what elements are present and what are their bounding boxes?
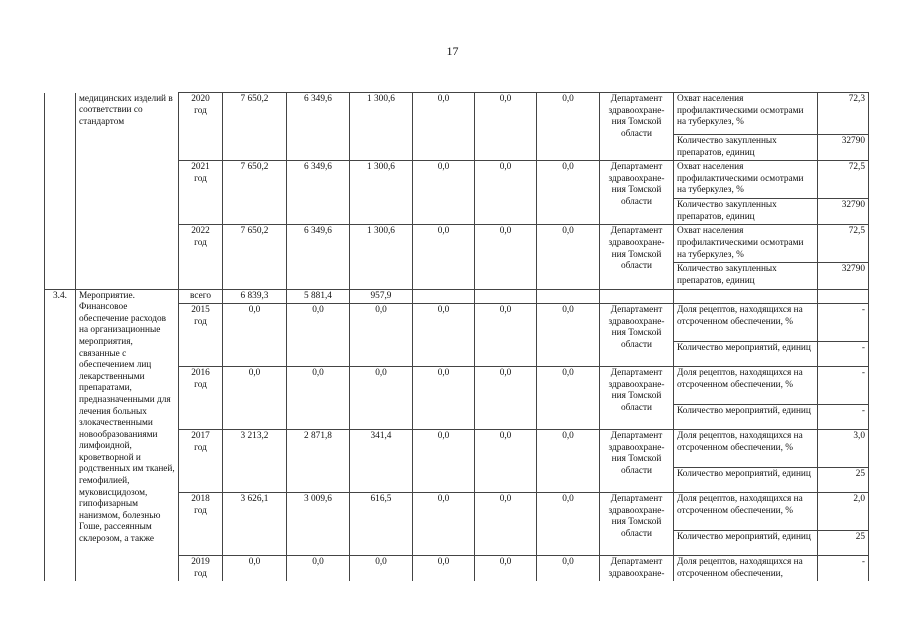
extra-value: 0,0 (537, 556, 600, 582)
total-value: 7 650,2 (223, 161, 287, 225)
year-cell: 2021 год (179, 161, 223, 225)
other-value: 0,0 (475, 493, 537, 556)
indicator-value: 32790 (818, 263, 869, 289)
year-cell: 2022 год (179, 225, 223, 289)
regional-value: 1 300,6 (350, 225, 413, 289)
indicator-value: 25 (818, 468, 869, 493)
indicator-value: 2,0 (818, 493, 869, 531)
total-value: 7 650,2 (223, 225, 287, 289)
federal-value: 3 009,6 (287, 493, 350, 556)
total-value: 6 839,3 (223, 289, 287, 304)
regional-value: 957,9 (350, 289, 413, 304)
indicator-value: 3,0 (818, 430, 869, 468)
regional-value: 616,5 (350, 493, 413, 556)
indicator-name: Количество мероприятий, единиц (674, 468, 818, 493)
local-value: 0,0 (413, 556, 475, 582)
activity-name-cell: медицинских изделий в соответствии со стандартом (76, 93, 179, 290)
indicator-name: Доля рецептов, находящихся на отсроченном обеспечении, % (674, 367, 818, 405)
indicator-value: 32790 (818, 199, 869, 225)
indicator-name: Количество закупленных препаратов, единиц (674, 263, 818, 289)
extra-value: 0,0 (537, 430, 600, 493)
year-cell: 2016 год (179, 367, 223, 430)
indicator-name: Количество закупленных препаратов, единиц (674, 199, 818, 225)
year-cell: всего (179, 289, 223, 304)
activity-name-cell: Мероприятие. Финансовое обеспечение расходов на организационные мероприятия, связанные с обеспечением лиц лекарственными препаратами, предназначенными для лечения больных злокачественными новообразованиями лимфоидной, кроветворной и родственных им тканей, гемофилией, муковисцидозом, гипофизарным нанизмом, болезнью Гоше, рассеянным склерозом, а также (76, 289, 179, 581)
extra-value: 0,0 (537, 367, 600, 430)
extra-value: 0,0 (537, 93, 600, 161)
table-row (45, 289, 869, 304)
row-number-cell: 3.4. (45, 289, 76, 581)
local-value: 0,0 (413, 93, 475, 161)
local-value: 0,0 (413, 304, 475, 367)
indicator-value: 32790 (818, 135, 869, 161)
federal-value: 6 349,6 (287, 225, 350, 289)
table-row (45, 93, 869, 135)
indicator-name: Доля рецептов, находящихся на отсроченном обеспечении, % (674, 430, 818, 468)
page-number: 17 (446, 44, 459, 58)
total-value: 0,0 (223, 556, 287, 582)
other-value: 0,0 (475, 225, 537, 289)
federal-value: 5 881,4 (287, 289, 350, 304)
indicator-name: Доля рецептов, находящихся на отсроченном обеспечении, (674, 556, 818, 582)
other-value: 0,0 (475, 93, 537, 161)
executor-cell: Департамент здравоохране- (600, 556, 674, 582)
executor-cell: Департамент здравоохране-ния Томской области (600, 304, 674, 367)
program-table (44, 92, 869, 581)
total-value: 3 626,1 (223, 493, 287, 556)
total-value: 0,0 (223, 367, 287, 430)
regional-value: 0,0 (350, 367, 413, 430)
regional-value: 1 300,6 (350, 161, 413, 225)
local-value: 0,0 (413, 367, 475, 430)
indicator-name: Охват населения профилактическими осмотрами на туберкулез, % (674, 93, 818, 135)
executor-cell: Департамент здравоохране-ния Томской области (600, 225, 674, 289)
indicator-value: 72,3 (818, 93, 869, 135)
local-value: 0,0 (413, 430, 475, 493)
local-value: 0,0 (413, 161, 475, 225)
other-value: 0,0 (475, 304, 537, 367)
indicator-value: 72,5 (818, 161, 869, 199)
indicator-name: Доля рецептов, находящихся на отсроченном обеспечении, % (674, 493, 818, 531)
executor-cell: Департамент здравоохране-ния Томской области (600, 93, 674, 161)
empty-cell (537, 289, 600, 304)
empty-cell (674, 289, 818, 304)
federal-value: 6 349,6 (287, 161, 350, 225)
year-cell: 2019 год (179, 556, 223, 582)
extra-value: 0,0 (537, 161, 600, 225)
total-value: 7 650,2 (223, 93, 287, 161)
regional-value: 1 300,6 (350, 93, 413, 161)
indicator-value: 25 (818, 531, 869, 556)
regional-value: 0,0 (350, 556, 413, 582)
indicator-value: - (818, 405, 869, 430)
executor-cell: Департамент здравоохране-ния Томской области (600, 493, 674, 556)
indicator-name: Количество закупленных препаратов, единиц (674, 135, 818, 161)
local-value: 0,0 (413, 225, 475, 289)
indicator-value: - (818, 367, 869, 405)
year-cell: 2015 год (179, 304, 223, 367)
year-cell: 2017 год (179, 430, 223, 493)
executor-cell: Департамент здравоохране-ния Томской области (600, 430, 674, 493)
other-value: 0,0 (475, 161, 537, 225)
indicator-value: - (818, 304, 869, 342)
row-number-cell (45, 93, 76, 290)
indicator-name: Доля рецептов, находящихся на отсроченном обеспечении, % (674, 304, 818, 342)
indicator-name: Охват населения профилактическими осмотрами на туберкулез, % (674, 225, 818, 263)
extra-value: 0,0 (537, 225, 600, 289)
federal-value: 0,0 (287, 556, 350, 582)
indicator-name: Количество мероприятий, единиц (674, 531, 818, 556)
executor-cell: Департамент здравоохране-ния Томской области (600, 367, 674, 430)
federal-value: 6 349,6 (287, 93, 350, 161)
indicator-name: Охват населения профилактическими осмотрами на туберкулез, % (674, 161, 818, 199)
indicator-name: Количество мероприятий, единиц (674, 405, 818, 430)
indicator-value: 72,5 (818, 225, 869, 263)
empty-cell (413, 289, 475, 304)
regional-value: 0,0 (350, 304, 413, 367)
indicator-name: Количество мероприятий, единиц (674, 342, 818, 367)
other-value: 0,0 (475, 367, 537, 430)
executor-cell: Департамент здравоохране-ния Томской области (600, 161, 674, 225)
federal-value: 0,0 (287, 304, 350, 367)
extra-value: 0,0 (537, 493, 600, 556)
federal-value: 0,0 (287, 367, 350, 430)
year-cell: 2018 год (179, 493, 223, 556)
total-value: 0,0 (223, 304, 287, 367)
other-value: 0,0 (475, 430, 537, 493)
empty-cell (475, 289, 537, 304)
indicator-value: - (818, 556, 869, 582)
other-value: 0,0 (475, 556, 537, 582)
total-value: 3 213,2 (223, 430, 287, 493)
federal-value: 2 871,8 (287, 430, 350, 493)
extra-value: 0,0 (537, 304, 600, 367)
regional-value: 341,4 (350, 430, 413, 493)
empty-cell (600, 289, 674, 304)
empty-cell (818, 289, 869, 304)
year-cell: 2020 год (179, 93, 223, 161)
indicator-value: - (818, 342, 869, 367)
local-value: 0,0 (413, 493, 475, 556)
